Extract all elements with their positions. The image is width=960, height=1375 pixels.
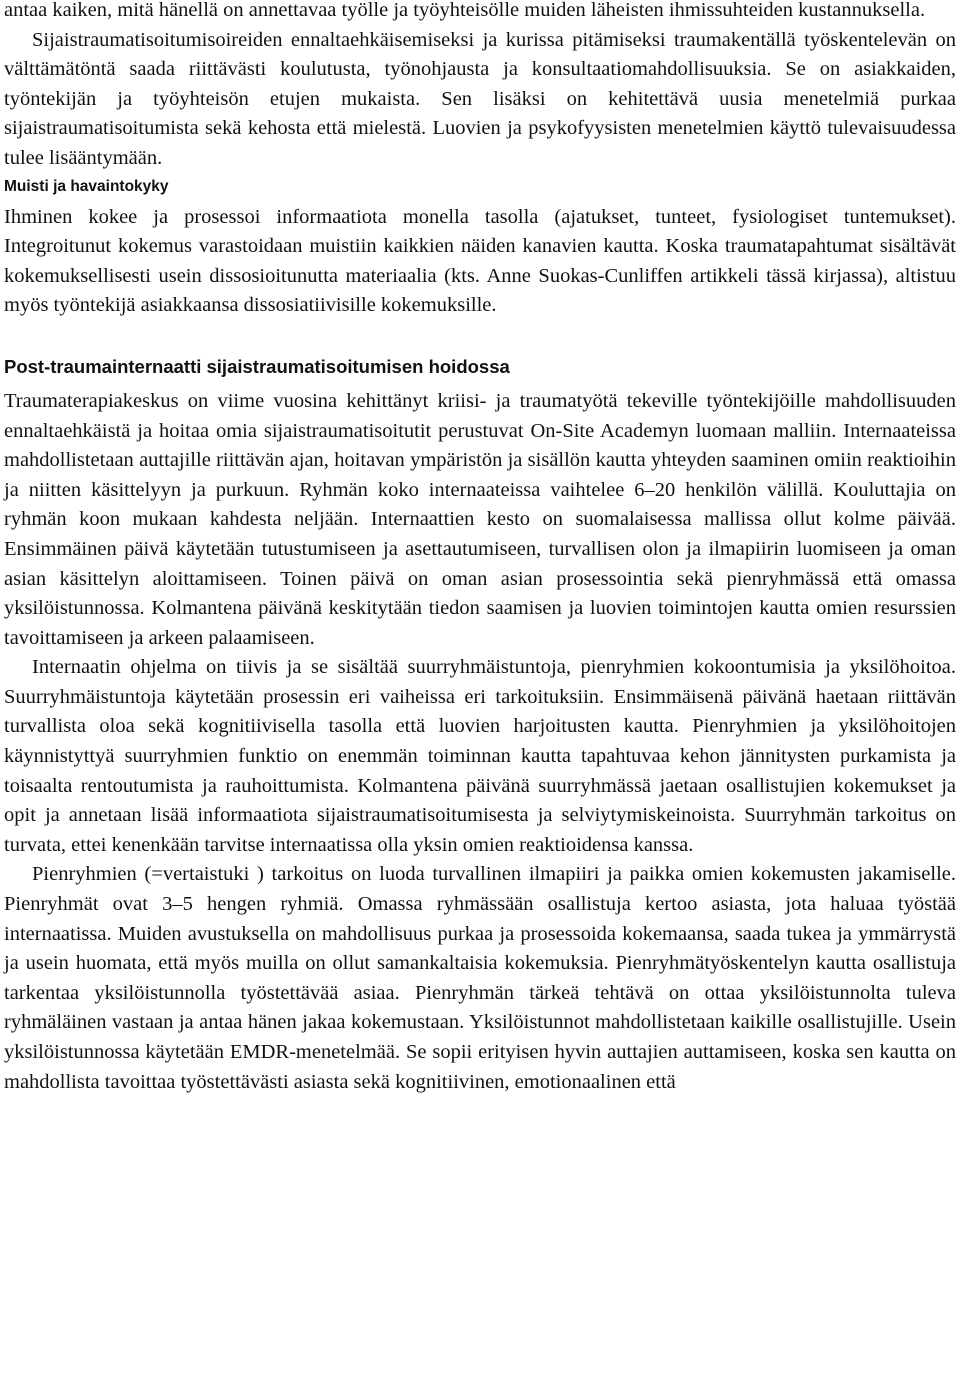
paragraph-program: Internaatin ohjelma on tiivis ja se sisältää suurryhmäistuntoja, pienryhmien kokoontumisia ja yksilöhoitoa. Suurryhmäistuntoja käytetään prosessin eri vaiheissa eri tarkoituksiin. Ensimmäisenä päivänä haetaan riittävän turvallista oloa sekä kognitiivisella tasolla että luovien harjoitusten kautta. Pienryhmien ja yksilöhoitojen käynnistyttyä suurryhmien funktio on enemmän toiminnan kautta tapahtuvaa kehon jännitysten purkamista ja toisaalta rentoutumista ja rauhoittumista. Kolmantena päivänä suurryhmässä jaetaan osallistujien kokemukset ja opit ja annetaan lisää informaatiota sijaistraumatisoitumisesta ja selviytymiskeinoista. Suurryhmän tarkoitus on turvata, ettei kenenkään tarvitse internaatissa olla yksin omien reaktioidensa kanssa. [4,656,956,856]
paragraph-prevention: Sijaistraumatisoitumisoireiden ennaltaehkäisemiseksi ja kurissa pitämiseksi traumakentällä työskentelevän on välttämätöntä saada riittävästi koulutusta, työnohjausta ja konsultaatiomahdollisuuksia. Se on asiakkaiden, työntekijän ja työyhteisön etujen mukaista. Sen lisäksi on kehitettävä uusia menetelmiä purkaa sijaistraumatisoitumista sekä kehosta että mielestä. Luovien ja psykofyysisten menetelmien käyttö tulevaisuudessa tulee lisääntymään. [4,28,956,169]
section-heading-memory: Muisti ja havaintokyky [4,177,169,195]
paragraph-continued: antaa kaiken, mitä hänellä on annettavaa työlle ja työyhteisölle muiden läheisten ihmissuhteiden kustannuksella. [4,0,926,21]
paragraph-small-groups: Pienryhmien (=vertaistuki ) tarkoitus on luoda turvallinen ilmapiiri ja paikka omien kokemusten jakamiselle. Pienryhmät ovat 3–5 hengen ryhmiä. Omassa ryhmässään osallistuja kertoo asiasta, jota haluaa työstää internaatissa. Muiden avustuksella on mahdollisuus purkaa ja prosessoida kokemaansa, saada tukea ja ymmärrystä ja usein huomata, että myös muilla on ollut samankaltaisia kokemuksia. Pienryhmätyöskentelyn kautta osallistuja tarkentaa yksilöistunnolla työstettävää asiaa. Pienryhmän tärkeä tehtävä on ottaa yksilöistunnolta tuleva ryhmäläinen vastaan ja antaa hänen jakaa kokemustaan. Yksilöistunnot mahdollistetaan kaikille osallistujille. Usein yksilöistunnossa käytetään EMDR-menetelmää. Se sopii erityisen hyvin auttajien auttamiseen, koska sen kautta on mahdollista tavoittaa työstettävästi asiasta sekä kognitiivinen, emotionaalinen että [4,863,956,1093]
document-page [4,0,956,1097]
section-heading-treatment: Post-traumainternaatti sijaistraumatisoitumisen hoidossa [4,355,510,377]
paragraph-treatment-intro: Traumaterapiakeskus on viime vuosina kehittänyt kriisi- ja traumatyötä tekeville työntekijöille mahdollisuuden ennaltaehkäistä ja hoitaa omia sijaistraumatisoitutit perustuvat On-Site Academyn luomaan malliin. Internaateissa mahdollistetaan auttajille riittävän ajan, hoitavan ympäristön ja sisällön kautta yhteyden saaminen omiin reaktioihin ja niitten käsittelyyn ja purkuun. Ryhmän koko internaateissa vaihtelee 6–20 henkilön välillä. Kouluttajia on ryhmän koon mukaan kahdesta neljään. Internaattien kesto on suomalaisessa mallissa ollut kolme päivää. Ensimmäinen päivä käytetään tutustumiseen ja asettautumiseen, turvallisen olon ja ilmapiirin luomiseen ja oman asian käsittelyn aloittamiseen. Toinen päivä on oman asian prosessointia sekä pienryhmässä että omassa yksilöistunnossa. Kolmantena päivänä keskitytään tiedon saamisen ja luovien toimintojen kautta omien resurssien tavoittamiseen ja arkeen palaamiseen. [4,389,956,649]
paragraph-memory: Ihminen kokee ja prosessoi informaatiota monella tasolla (ajatukset, tunteet, fysiologiset tuntemukset). Integroitunut kokemus varastoidaan muistiin kaikkien näiden kanavien kautta. Koska traumatapahtumat sisältävät kokemuksellisesti usein dissosioitunutta materiaalia (kts. Anne Suokas-Cunliffen artikkeli tässä kirjassa), altistuu myös työntekijä asiakkaansa dissosiatiivisille kokemuksille. [4,205,956,317]
